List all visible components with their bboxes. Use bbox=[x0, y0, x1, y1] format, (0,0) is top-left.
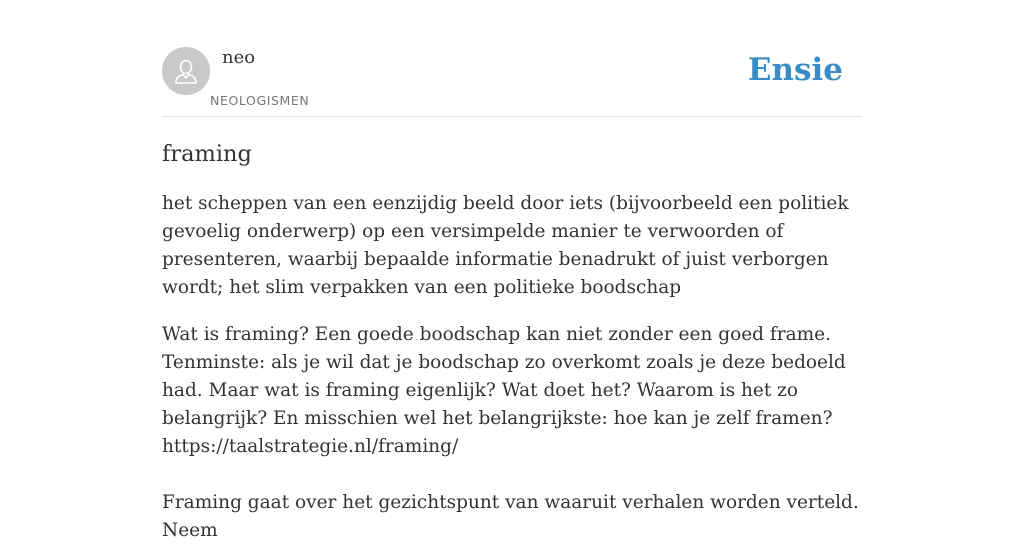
user-silhouette-icon bbox=[162, 47, 210, 95]
site-logo[interactable]: Ensie bbox=[747, 52, 843, 88]
example-paragraph: Framing gaat over het gezichtspunt van waaruit verhalen worden verteld. Neem bbox=[162, 492, 859, 541]
paragraph-gap bbox=[162, 461, 862, 489]
username[interactable]: neo bbox=[222, 47, 256, 68]
header bbox=[162, 46, 862, 117]
example-source-link: https://taalstrategie.nl/framing/ bbox=[162, 436, 459, 457]
example-paragraph: Wat is framing? Een goede boodschap kan niet zonder een goed frame. Tenminste: als je wil dat je boodschap zo overkomt zoals je deze bedoeld had. Maar wat is framing eigenlijk? Wat doet het? Waarom is het zo belangrijk? En misschien wel het belangrijkste: hoe kan je zelf framen? bbox=[162, 324, 846, 429]
category-label[interactable]: NEOLOGISMEN bbox=[210, 93, 310, 108]
avatar[interactable] bbox=[162, 47, 210, 95]
entry-definition: het scheppen van een eenzijdig beeld door iets (bijvoorbeeld een politiek gevoelig onderwerp) op een versimpelde manier te verwoorden of presenteren, waarbij bepaalde informatie benadrukt of juist verborgen wordt; het slim verpakken van een politieke boodschap bbox=[162, 193, 849, 298]
entry-content bbox=[162, 138, 862, 545]
entry-example bbox=[162, 321, 862, 545]
entry-word: framing bbox=[162, 141, 252, 167]
